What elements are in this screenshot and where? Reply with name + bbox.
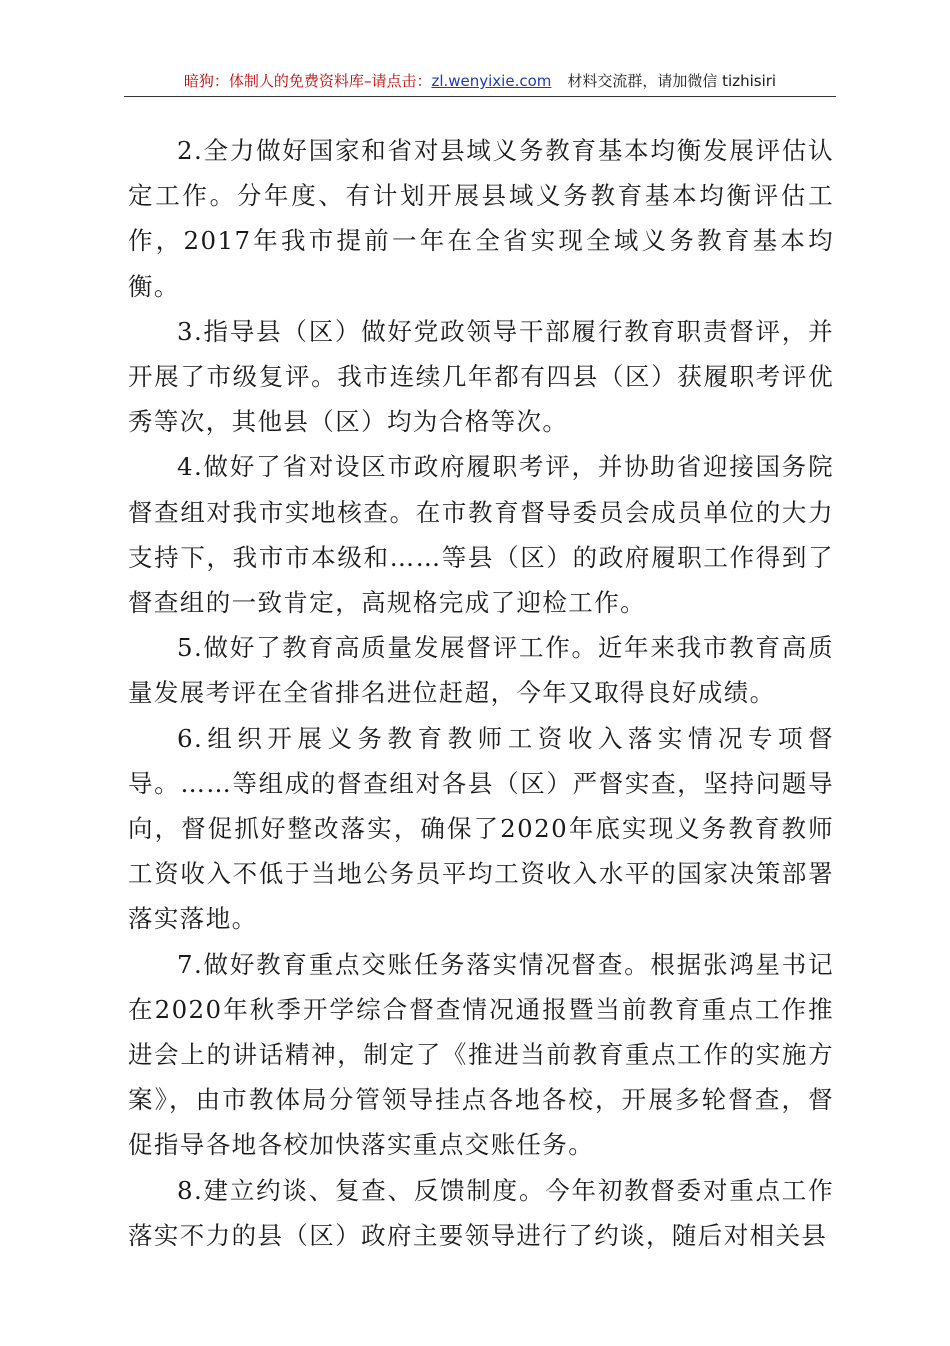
paragraph-2: 2.全力做好国家和省对县域义务教育基本均衡发展评估认定工作。分年度、有计划开展县域义务教育基本均衡评估工作，2017年我市提前一年在全省实现全域义务教育基本均衡。 xyxy=(128,136,834,301)
paragraph-7: 7.做好教育重点交账任务落实情况督查。根据张鸿星书记在2020年秋季开学综合督查情况通报暨当前教育重点工作推进会上的讲话精神，制定了《推进当前教育重点工作的实施方案》，由市教体局分管领导挂点各地各校，开展多轮督查，督促指导各地各校加快落实重点交账任务。 xyxy=(128,949,834,1160)
header-link[interactable]: zl.wenyixie.com xyxy=(431,72,552,90)
paragraph-3: 3.指导县（区）做好党政领导干部履行教育职责督评，并开展了市级复评。我市连续几年都有四县（区）获履职考评优秀等次，其他县（区）均为合格等次。 xyxy=(128,316,834,437)
paragraph-4: 4.做好了省对设区市政府履职考评，并协助省迎接国务院督查组对我市实地核查。在市教育督导委员会成员单位的大力支持下，我市市本级和……等县（区）的政府履职工作得到了督查组的一致肯定，高规格完成了迎检工作。 xyxy=(128,452,834,618)
document-body xyxy=(128,128,834,1258)
page-header xyxy=(124,70,836,97)
header-brand: 暗狗：体制人的免费资料库 xyxy=(183,72,364,90)
paragraph-8: 8.建立约谈、复查、反馈制度。今年初教督委对重点工作落实不力的县（区）政府主要领导进行了约谈，随后对相关县 xyxy=(128,1175,834,1250)
paragraph-5: 5.做好了教育高质量发展督评工作。近年来我市教育高质量发展考评在全省排名进位赶超，今年又取得良好成绩。 xyxy=(128,633,834,708)
header-click-prompt: –请点击： xyxy=(363,72,432,90)
paragraph-6: 6.组织开展义务教育教师工资收入落实情况专项督导。……等组成的督查组对各县（区）严督实查，坚持问题导向，督促抓好整改落实，确保了2020年底实现义务教育教师工资收入不低于当地公务员平均工资收入水平的国家决策部署落实落地。 xyxy=(128,723,834,934)
header-note: 材料交流群，请加微信 tizhisiri xyxy=(567,72,777,90)
